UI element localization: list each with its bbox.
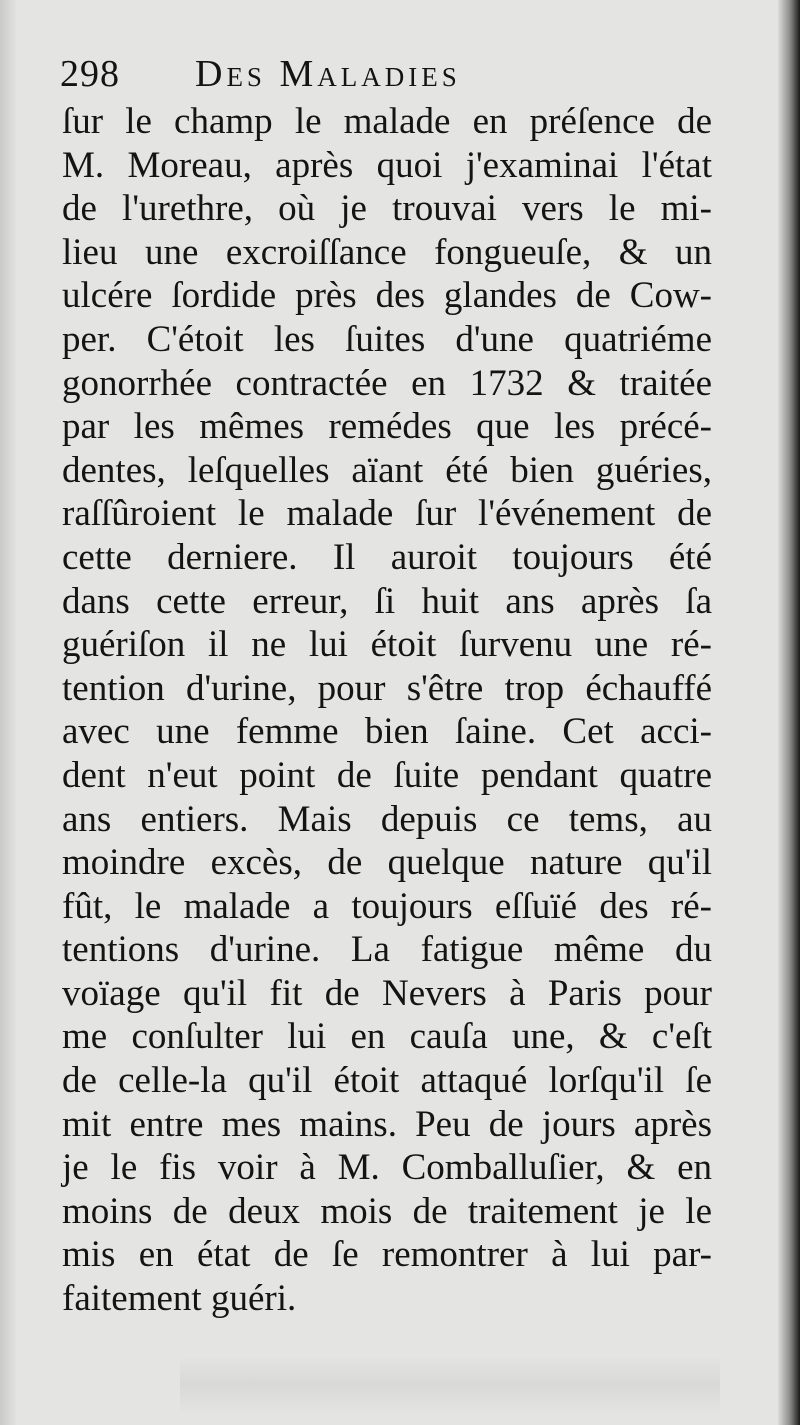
text-line: M. Moreau, après quoi j'examinai l'état (62, 144, 712, 186)
text-line: voïage qu'il fit de Nevers à Paris pour (62, 972, 712, 1014)
text-line: tentions d'urine. La fatigue même du (62, 929, 712, 971)
text-line: dent n'eut point de ſuite pendant quatre (62, 754, 712, 796)
text-line: fût, le malade a toujours eſſuïé des ré- (62, 885, 712, 927)
page-number: 298 (60, 53, 120, 95)
text-line: ſur le champ le malade en préſence de (62, 101, 712, 142)
text-line: ans entiers. Mais depuis ce tems, au (62, 798, 712, 840)
text-line: tention d'urine, pour s'être trop échauffé (62, 667, 712, 709)
text-line: moins de deux mois de traitement je le (62, 1190, 712, 1232)
text-line: raſſûroient le malade ſur l'événement de (62, 493, 712, 535)
text-line: dentes, leſquelles aïant été bien guéries, (62, 449, 712, 491)
text-line: avec une femme bien ſaine. Cet acci- (62, 711, 712, 753)
text-line: guériſon il ne lui étoit ſurvenu une ré- (62, 624, 712, 666)
page-gutter-shadow (0, 0, 16, 1425)
text-line: ulcére ſordide près des glandes de Cow- (62, 275, 712, 317)
text-line-last: faitement guéri. (62, 1278, 297, 1320)
text-line: moindre excès, de quelque nature qu'il (62, 842, 712, 884)
text-line: me conſulter lui en cauſa une, & c'eſt (62, 1016, 712, 1058)
text-line: gonorrhée contractée en 1732 & traitée (62, 362, 712, 404)
text-line: je le fis voir à M. Comballuſier, & en (62, 1147, 712, 1189)
text-line: dans cette erreur, ſi huit ans après ſa (62, 580, 712, 622)
running-head (60, 48, 720, 98)
text-line: de l'urethre, où je trouvai vers le mi- (62, 188, 712, 230)
text-line: mit entre mes mains. Peu de jours après (62, 1103, 712, 1145)
text-line: mis en état de ſe remontrer à lui par- (62, 1234, 712, 1276)
text-line: lieu une excroiſſance fongueuſe, & un (62, 231, 712, 273)
text-line: de celle-la qu'il étoit attaqué lorſqu'il ſe (62, 1060, 712, 1102)
running-title: Des Maladies (195, 53, 461, 95)
text-line: cette derniere. Il auroit toujours été (62, 536, 712, 578)
page-edge-shadow (778, 0, 800, 1425)
body-text (62, 100, 712, 1321)
ink-bleed-through (180, 1355, 720, 1415)
text-line: per. C'étoit les ſuites d'une quatriéme (62, 318, 712, 360)
text-line: par les mêmes remédes que les précé- (62, 406, 712, 448)
